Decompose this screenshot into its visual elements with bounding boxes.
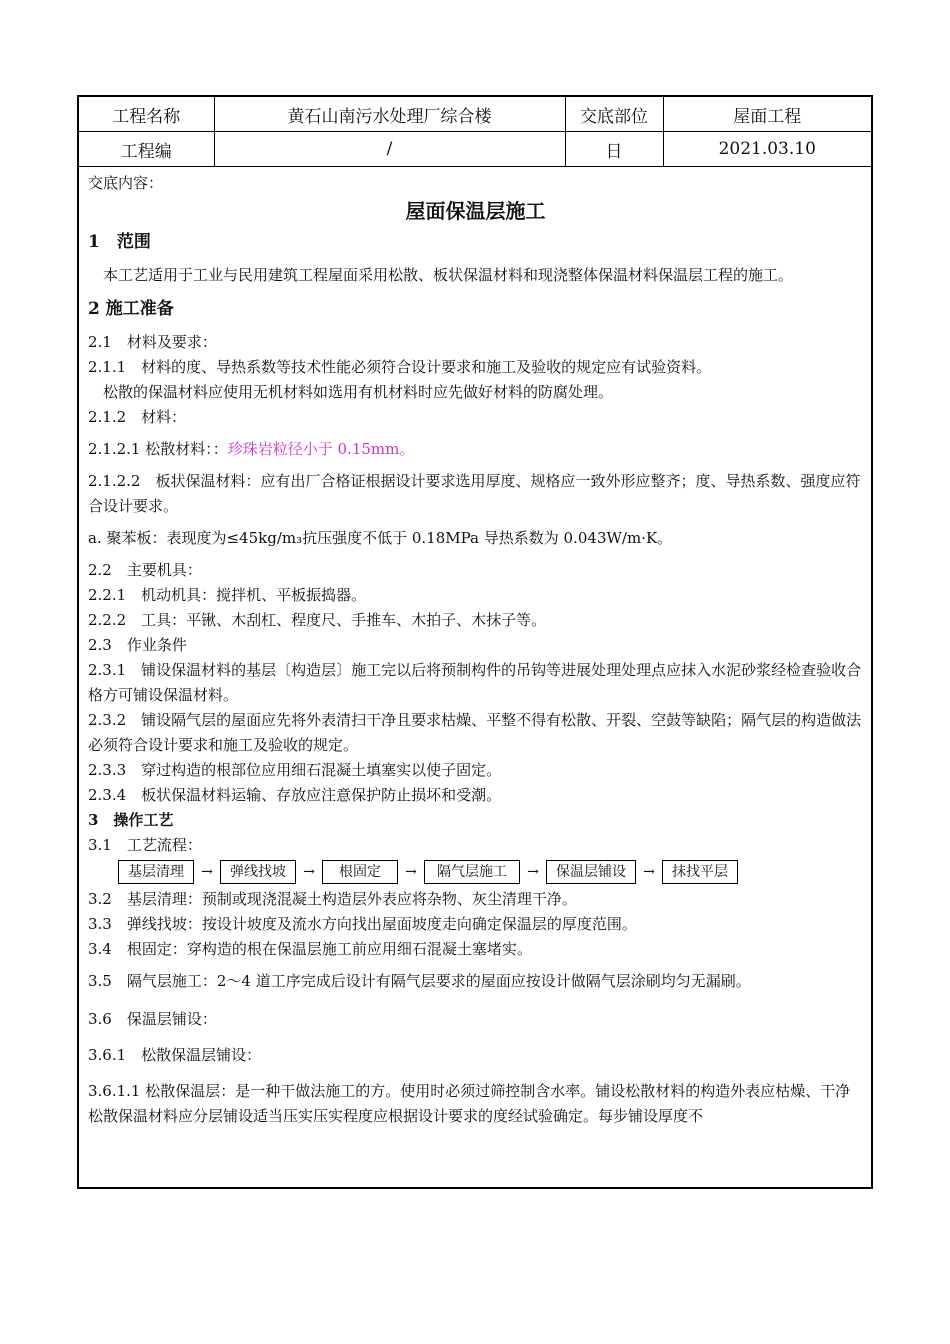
document-frame (77, 95, 873, 1189)
part-value: 屋面工程 (663, 97, 871, 132)
flow-arrow: → (405, 863, 417, 880)
flow-step: 根固定 (322, 860, 398, 884)
flow-arrow: → (303, 863, 315, 880)
part-label: 交底部位 (565, 97, 663, 132)
paragraph-2-2: 2.2 主要机具： (88, 561, 202, 579)
paragraph-2-3-3: 2.3.3 穿过构造的根部位应用细石混凝土填塞实以使子固定。 (88, 761, 502, 779)
loose-material-value: 珍珠岩粒径小于 0.15mm。 (227, 440, 415, 458)
content-label: 交底内容： (88, 174, 164, 192)
flow-arrow: → (643, 863, 655, 880)
paragraph-3-6-1-1: 3.6.1.1 松散保温层：是一种干做法施工的方。使用时必须过筛控制含水率。铺设松散材料的构造外表应枯燥、干净松散保温材料应分层铺设适当压实压实程度应根据设计要求的度经试验确定。每步铺设厚度不 (88, 1082, 851, 1125)
section-heading-operation: 3 操作工艺 (88, 811, 174, 829)
project-name-label: 工程名称 (79, 97, 214, 132)
paragraph-3-6-1: 3.6.1 松散保温层铺设： (88, 1046, 262, 1064)
paragraph-2-2-2: 2.2.2 工具：平锹、木刮杠、程度尺、手推车、木拍子、木抹子等。 (88, 611, 547, 629)
paragraph-3-2: 3.2 基层清理：预制或现浇混凝土构造层外表应将杂物、灰尘清理干净。 (88, 890, 577, 908)
flow-step: 抹找平层 (662, 860, 738, 884)
paragraph-2-3-1: 2.3.1 铺设保温材料的基层〔构造层〕施工完以后将预制构件的吊钩等进展处理处理点应抹入水泥砂浆经检查验收合格方可铺设保温材料。 (88, 661, 862, 704)
flow-arrow: → (527, 863, 539, 880)
scope-paragraph: 本工艺适用于工业与民用建筑工程屋面采用松散、板状保温材料和现浇整体保温材料保温层工程的施工。 (103, 266, 794, 284)
paragraph-2-1: 2.1 材料及要求： (88, 333, 217, 351)
flow-arrow: → (201, 863, 213, 880)
project-code-value: / (214, 132, 565, 167)
paragraph-2-1-1: 2.1.1 材料的度、导热系数等技术性能必须符合设计要求和施工及验收的规定应有试验资料。 (88, 358, 712, 376)
process-flow (118, 859, 863, 885)
paragraph-2-3: 2.3 作业条件 (88, 636, 187, 654)
flow-step: 基层清理 (118, 860, 194, 884)
project-name-value: 黄石山南污水处理厂综合楼 (214, 97, 565, 132)
paragraph-3-3: 3.3 弹线找坡：按设计坡度及流水方向找出屋面坡度走向确定保温层的厚度范围。 (88, 915, 637, 933)
paragraph-2-1-1b: 松散的保温材料应使用无机材料如选用有机材料时应先做好材料的防腐处理。 (103, 383, 614, 401)
paragraph-2-3-2: 2.3.2 铺设隔气层的屋面应先将外表清扫干净且要求枯燥、平整不得有松散、开裂、空鼓等缺陷；隔气层的构造做法必须符合设计要求和施工及验收的规定。 (88, 711, 862, 754)
document-content (79, 167, 871, 1129)
paragraph-3-4: 3.4 根固定：穿构造的根在保温层施工前应用细石混凝土塞堵实。 (88, 940, 532, 958)
paragraph-3-1: 3.1 工艺流程： (88, 836, 202, 854)
header-row-2 (79, 132, 871, 167)
paragraph-3-6: 3.6 保温层铺设： (88, 1010, 217, 1028)
paragraph-3-5: 3.5 隔气层施工：2～4 道工序完成后设计有隔气层要求的屋面应按设计做隔气层涂刷均匀无漏刷。 (88, 972, 751, 990)
flow-step: 弹线找坡 (220, 860, 296, 884)
section-heading-preparation: 2 施工准备 (88, 299, 174, 319)
flow-step: 隔气层施工 (424, 860, 520, 884)
header-table (79, 97, 871, 167)
paragraph-2-1-2-2: 2.1.2.2 板状保温材料：应有出厂合格证根据设计要求选用厚度、规格应一致外形应整齐；度、导热系数、强度应符合设计要求。 (88, 472, 861, 515)
paragraph-2-1-2-1 (88, 437, 863, 462)
paragraph-2-1-2: 2.1.2 材料： (88, 408, 187, 426)
flow-step: 保温层铺设 (546, 860, 636, 884)
loose-material-label: 2.1.2.1 松散材料：： (88, 440, 228, 458)
header-row-1 (79, 97, 871, 132)
date-value: 2021.03.10 (663, 132, 871, 167)
paragraph-2-3-4: 2.3.4 板状保温材料运输、存放应注意保护防止损坏和受潮。 (88, 786, 502, 804)
date-label: 日 (565, 132, 663, 167)
paragraph-2-2-1: 2.2.1 机动机具：搅拌机、平板振捣器。 (88, 586, 367, 604)
section-heading-scope: 1 范围 (88, 232, 151, 252)
paragraph-a-eps: a. 聚苯板：表现度为≤45kg/m₃抗压强度不低于 0.18MPa 导热系数为 0.043W/m·K。 (88, 529, 673, 547)
document-title: 屋面保温层施工 (405, 199, 546, 223)
project-code-label: 工程编 (79, 132, 214, 167)
